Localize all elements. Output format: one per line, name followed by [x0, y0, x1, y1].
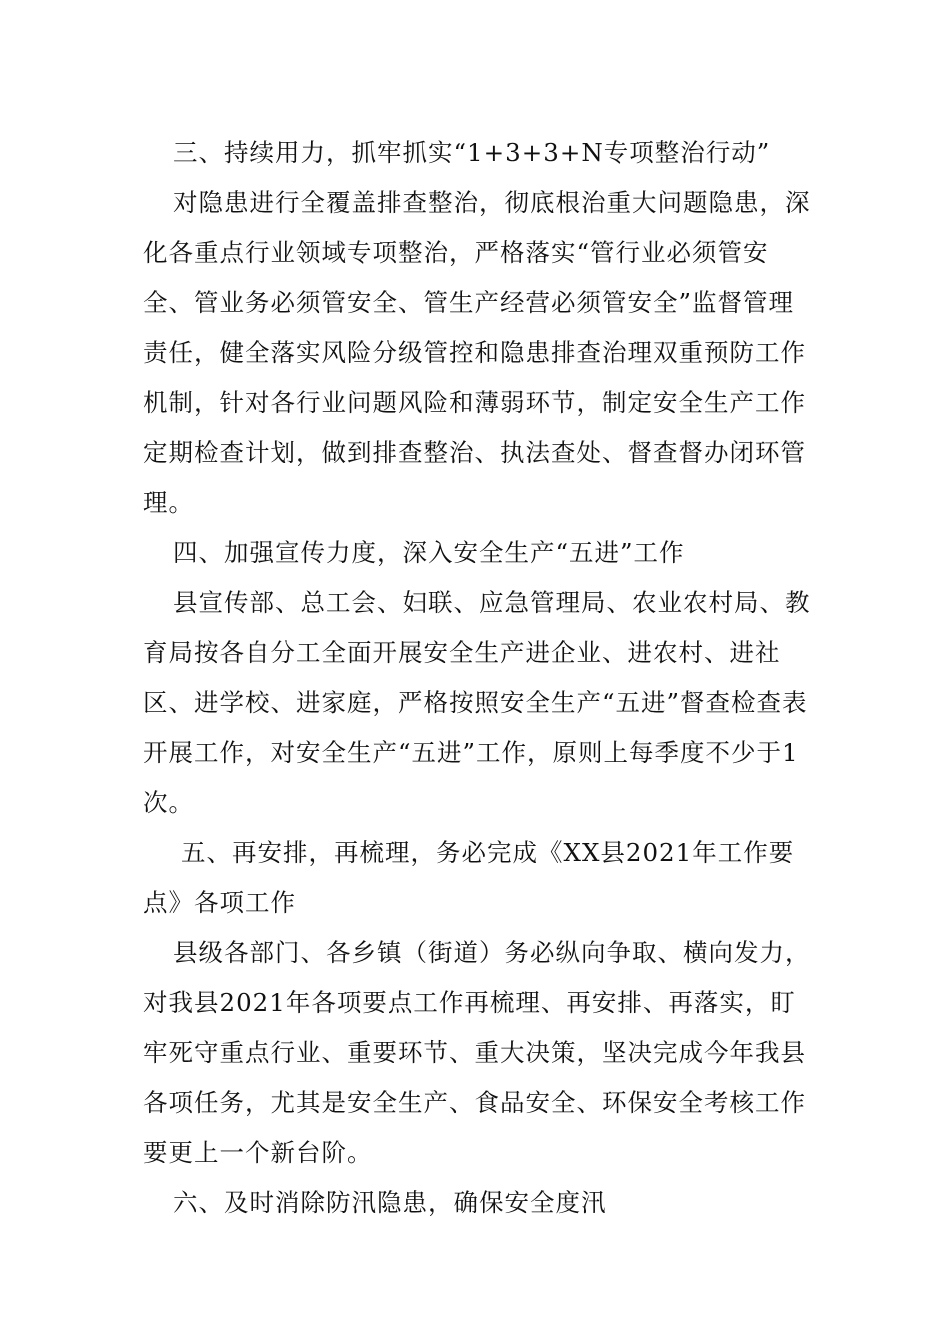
section-6-heading: 六、及时消除防汛隐患，确保安全度汛 [173, 1188, 607, 1217]
section-5-heading: 五、再安排，再梳理，务必完成《XX县2021年工作要点》各项工作 [143, 838, 795, 917]
section-4-body: 县宣传部、总工会、妇联、应急管理局、农业农村局、教育局按各自分工全面开展安全生产进企业、进农村、进社区、进学校、进家庭，严格按照安全生产“五进”督查检查表开展工作，对安全生产“五进”工作，原则上每季度不少于1次。 [143, 588, 811, 817]
section-3-heading: 三、持续用力，抓牢抓实“1+3+3+N专项整治行动” [173, 138, 771, 167]
section-5-body: 县级各部门、各乡镇（街道）务必纵向争取、横向发力，对我县2021年各项要点工作再梳理、再安排、再落实，盯牢死守重点行业、重要环节、重大决策，坚决完成今年我县各项任务，尤其是安全生产、食品安全、环保安全考核工作要更上一个新台阶。 [143, 938, 811, 1167]
section-4-heading: 四、加强宣传力度，深入安全生产“五进”工作 [173, 538, 685, 567]
section-3-body: 对隐患进行全覆盖排查整治，彻底根治重大问题隐患，深化各重点行业领域专项整治，严格落实“管行业必须管安全、管业务必须管安全、管生产经营必须管安全”监督管理责任，健全落实风险分级管控和隐患排查治理双重预防工作机制，针对各行业问题风险和薄弱环节，制定安全生产工作定期检查计划，做到排查整治、执法查处、督查督办闭环管理。 [143, 188, 811, 517]
